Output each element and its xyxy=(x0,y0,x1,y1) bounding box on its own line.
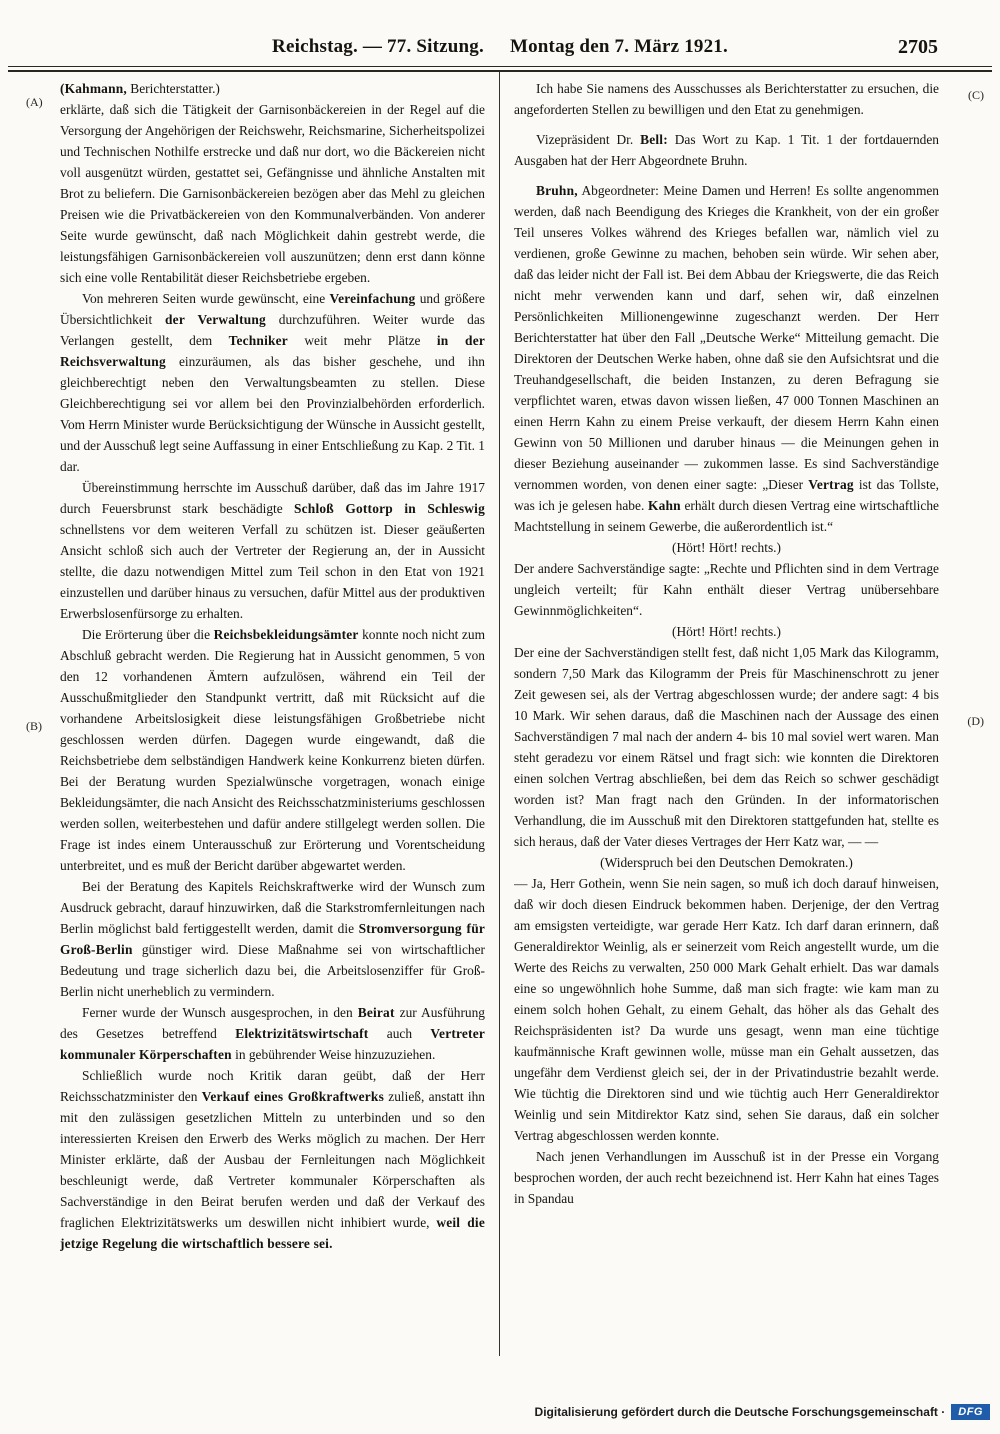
left-column xyxy=(60,78,485,1346)
emphasized-text: Vertreter kommunaler Körperschaften xyxy=(60,1026,485,1062)
body-text: zuließ, anstatt ihn mit den zulässigen gesetzlichen Mitteln zu unterbinden und so den interessierten Kreisen den Erwerb des Werks möglich zu machen. Der Herr Minister erklärte, daß der Ausbau der Fernleitungen nach Möglichkeit beschleunigt werde, daß Vertreter kommunaler Körperschaften als Sachverständige in den Beirat berufen werden und daß der Verkauf des fraglichen Elektrizitätswerks um deswillen nicht inhibiert wurde, xyxy=(60,1089,485,1230)
body-text: erhält durch diesen Vertrag eine wirtschaftliche Machtstellung in seinem Gewerbe, die außerordentlich ist.“ xyxy=(514,498,939,534)
emphasized-text: Bell: xyxy=(640,132,668,147)
paragraph xyxy=(514,1146,939,1209)
dfg-logo: DFG xyxy=(951,1404,990,1420)
stage-direction xyxy=(514,537,939,558)
emphasized-text: Reichsbekleidungsämter xyxy=(213,627,359,642)
paragraph xyxy=(514,180,939,537)
paragraph xyxy=(60,78,485,99)
body-text: konnte noch nicht zum Abschluß gebracht werden. Die Regierung hat in Aussicht genommen, 5 von den 12 vorhandenen Ämtern aufzulösen, während ein Teil der Ausschußmitglieder den Standpunkt vertritt, daß mit Rücksicht auf die vorhandene Arbeitslosigkeit diese leistungsfähigen Großbetriebe nicht geschlossen werden dürfen. Dagegen wurde eingewandt, daß die Reichsbetriebe dem selbständigen Handwerk keine Konkurrenz bieten dürfen. Bei der Beratung wurden Spezialwünsche vorgetragen, wonach einige Bekleidungsämter, die nach Ansicht des Reichsschatzministeriums geschlossen werden sollen, weiterbestehen und dafür andere stillgelegt werden sollen. Die Frage ist indes einem Unterausschuß zur Erörterung und Vorentscheidung unterbreitet, und es muß der Bericht darüber abgewartet werden. xyxy=(60,627,485,873)
body-text: und größere Übersichtlichkeit xyxy=(60,291,485,327)
body-text: Vizepräsident Dr. xyxy=(536,132,641,147)
body-text: günstiger wird. Diese Maßnahme sei von wirtschaftlicher Bedeutung und trage sicherlich dazu bei, die Arbeitslosenziffer für Groß-Berlin nicht unerheblich zu vermindern. xyxy=(60,942,485,999)
emphasized-text: Vertrag xyxy=(808,477,854,492)
digitization-footer xyxy=(535,1402,990,1422)
paragraph xyxy=(60,477,485,624)
body-text: Der andere Sachverständige sagte: „Rechte und Pflichten sind in dem Vertrage ungleich verteilt; für Kahn enthält dieser Vertrag unübersehbare Gewinnmöglichkeiten“. xyxy=(514,561,939,618)
margin-marker-b: (B) xyxy=(26,719,42,733)
right-column xyxy=(514,78,939,1346)
emphasized-text: Elektrizitätswirtschaft xyxy=(235,1026,369,1041)
body-text: Ferner wurde der Wunsch ausgesprochen, in den xyxy=(82,1005,358,1020)
paragraph xyxy=(514,558,939,621)
body-text: erklärte, daß sich die Tätigkeit der Garnisonbäckereien in der Regel auf die Versorgung der Angehörigen der Reichswehr, Reichsmarine, Sicherheitspolizei und Technischen Nothilfe erstrecke und daß nur dort, wo die Bäckereien nicht voll ausgenützt würden, gestattet sei, Gefängnisse und ähnliche Anstalten mit Brot zu beliefern. Die Garnisonbäckereien bezögen aber das Mehl zu gleichen Preisen wie die Privatbäckereien von den Kommunalverbänden. Von anderer Seite wurde gewünscht, daß nach Möglichkeit dahin gestrebt werde, die leistungsfähigen Garnisonbäckereien voll auszunützen; denn erst dann könne sich eine volle Rentabilität dieser Reichsbetriebe ergeben. xyxy=(60,102,485,285)
header-titles xyxy=(0,36,1000,58)
body-text: durchzuführen. Weiter wurde das Verlangen gestellt, dem xyxy=(60,312,485,348)
emphasized-text: Bruhn, xyxy=(536,183,578,198)
column-divider xyxy=(499,72,500,1356)
header-rule xyxy=(8,66,992,72)
body-text: (Widerspruch bei den Deutschen Demokraten.) xyxy=(600,855,853,870)
body-text: Schließlich wurde noch Kritik daran geübt, daß der Herr Reichsschatzminister den xyxy=(60,1068,485,1104)
body-text: ist das Tollste, was ich je gelesen habe. xyxy=(514,477,939,513)
body-text: Die Erörterung über die xyxy=(82,627,214,642)
emphasized-text: weil die jetzige Regelung die wirtschaftlich bessere sei. xyxy=(60,1215,485,1251)
paragraph xyxy=(60,624,485,876)
body-text: Bei der Beratung des Kapitels Reichskraftwerke wird der Wunsch zum Ausdruck gebracht, darauf hinzuwirken, daß die Starkstromfernleitungen nach Berlin möglichst bald fertiggestellt werden, damit die xyxy=(60,879,485,936)
body-text: Abgeordneter: Meine Damen und Herren! Es sollte angenommen werden, daß nach Beendigung des Krieges die Krankheit, von der ein großer Teil unseres Volkes während des Krieges befallen war, nämlich viel zu verdienen, große Gewinne zu machen, behoben sein würde. Wir sehen aber, daß das leider nicht der Fall ist. Bei dem Abbau der Kriegswerte, die das Reich nicht mehr verwenden kann und darf, sehen wir, daß einzelnen Persönlichkeiten Millionengewinne zugeschanzt werden. Der Herr Berichterstatter hat über den Fall „Deutsche Werke“ Mitteilung gemacht. Die Direktoren der Deutschen Werke haben, ohne daß sie den Aufsichtsrat und die Treuhandgesellschaft, die beiden Instanzen, zu deren Befragung sie verpflichtet waren, etwas davon wissen ließen, 47 000 Tonnen Maschinen an einen Herrn Kahn zu einem Preise verkauft, der diesem Herrn Kahn einen Gewinn von 50 Millionen und daruber hinaus — die Meinungen gehen in dieser Beziehung auseinander — zukommen lasse. Es sind Sachverständige vernommen worden, von denen einer sagte: „Dieser xyxy=(514,183,939,492)
emphasized-text: Stromversorgung für Groß-Berlin xyxy=(60,921,485,957)
emphasized-text: in der Reichsverwaltung xyxy=(60,333,485,369)
paragraph xyxy=(60,99,485,288)
body-text: Nach jenen Verhandlungen im Ausschuß ist in der Presse ein Vorgang besprochen worden, der auch recht bezeichnend ist. Herr Kahn hat eines Tages in Spandau xyxy=(514,1149,939,1206)
body-text: einzuräumen, als das bisher geschehe, und ihn gleichberechtigt neben den Verwaltungsbeamten zu stellen. Diese Gleichberechtigung sei vor allem bei den Provinzialbehörden erforderlich. Vom Herrn Minister wurde Berücksichtigung der Wünsche in Aussicht gestellt, und der Ausschuß legt seine Auffassung in einer Entschließung zu Kap. 2 Tit. 1 dar. xyxy=(60,354,485,474)
paragraph xyxy=(514,129,939,171)
stage-direction xyxy=(514,852,939,873)
digitization-credit: Digitalisierung gefördert durch die Deutsche Forschungsgemeinschaft · xyxy=(534,1405,946,1419)
body-text: Ich habe Sie namens des Ausschusses als Berichterstatter zu ersuchen, die angeforderten Stellen zu bewilligen und den Etat zu genehmigen. xyxy=(514,81,939,117)
paragraph xyxy=(60,876,485,1002)
paragraph xyxy=(60,1065,485,1254)
body-text: (Hört! Hört! rechts.) xyxy=(672,540,781,555)
body-text: zur Ausführung des Gesetzes betreffend xyxy=(60,1005,485,1041)
body-text: Übereinstimmung herrschte im Ausschuß darüber, daß das im Jahre 1917 durch Feuersbrunst stark beschädigte xyxy=(60,480,485,516)
body-text: (Hört! Hört! rechts.) xyxy=(672,624,781,639)
emphasized-text: Vereinfachung xyxy=(329,291,416,306)
paragraph xyxy=(60,1002,485,1065)
paragraph xyxy=(514,873,939,1146)
paragraph xyxy=(514,642,939,852)
session-title: Reichstag. — 77. Sitzung. xyxy=(272,36,484,57)
body-text: — Ja, Herr Gothein, wenn Sie nein sagen, so muß ich doch darauf hinweisen, daß wir doch diesen Eindruck bekommen haben. Derjenige, der den Vertrag am emsigsten verteidigte, war gerade Herr Katz. Ich darf daran erinnern, daß Generaldirektor Weinlig, als er seinerzeit vom Reich angestellt wurde, um die Werte des Reichs zu verwalten, 250 000 Mark Gehalt erhielt. Das war damals eine so ungewöhnlich hohe Summe, daß man sich fragte: wie kam man zu einem solch hohen Gehalt, zu einem Gehalt, das höher als das Gehalt des Reichspräsidenten ist? Da wurde uns gesagt, wenn man eine tüchtige kaufmännische Kraft gewinnen wolle, müsse man ein Gehalt aussetzen, das ungefähr dem Verdienst gleich sei, der in der Privatindustrie bezahlt werde. Wie tüchtig die Direktoren sind und wie tüchtig auch Herr Generaldirektor Weinlig und sein Mitdirektor Katz sind, sehen Sie daraus, daß ein solcher Vertrag abgeschlossen werden konnte. xyxy=(514,876,939,1143)
body-text: schnellstens vor dem weiteren Verfall zu schützen ist. Dieser geäußerten Ansicht schloß sich auch der Vertreter der Regierung an, der in Aussicht stellte, die dazu notwendigen Mittel zum Teil schon in den Etat von 1921 einzustellen und darüber hinaus zu versuchen, dafür Mittel aus der produktiven Erwerbslosenfürsorge zu erhalten. xyxy=(60,522,485,621)
text-columns xyxy=(60,78,940,1346)
emphasized-text: Kahn xyxy=(647,498,681,513)
margin-marker-a: (A) xyxy=(26,95,43,109)
page-number: 2705 xyxy=(898,36,938,58)
page-header xyxy=(0,36,1000,62)
body-text: Von mehreren Seiten wurde gewünscht, eine xyxy=(82,291,330,306)
emphasized-text: (Kahmann, xyxy=(60,81,127,96)
body-text: weit mehr Plätze xyxy=(287,333,437,348)
body-text: in gebührender Weise hinzuzuziehen. xyxy=(231,1047,436,1062)
emphasized-text: Beirat xyxy=(357,1005,395,1020)
emphasized-text: Verkauf eines Großkraftwerks xyxy=(201,1089,384,1104)
body-text: Das Wort zu Kap. 1 Tit. 1 der fortdauernden Ausgaben hat der Herr Abgeordnete Bruhn. xyxy=(514,132,939,168)
emphasized-text: der Verwaltung xyxy=(165,312,266,327)
body-text: Der eine der Sachverständigen stellt fest, daß nicht 1,05 Mark das Kilogramm, sondern 7,50 Mark das Kilogramm der Preis für Maschinenschrott zu jener Zeit gewesen sei, als der Vertrag abgeschlossen wurde; der andere sagt: 4 bis 10 Mark. Wir sehen daraus, daß die Maschinen nach der Aussage des einen Sachverständigen 7 mal nach der andern 4- bis 10 mal soviel wert waren. Man steht geradezu vor einem Rätsel und fragt sich: wie konnten die Direktoren einen solchen Vertrag abschließen, bei dem das Reich so schwer geschädigt worden ist? Man fragt nach den Gründen. In der informatorischen Verhandlung, die im Ausschuß mit den Direktoren stattgefunden hat, stellte es sich heraus, daß der Vater dieses Vertrages der Herr Katz war, — — xyxy=(514,645,939,849)
session-date: Montag den 7. März 1921. xyxy=(509,36,728,57)
emphasized-text: Techniker xyxy=(228,333,288,348)
body-text: auch xyxy=(368,1026,431,1041)
margin-marker-c: (C) xyxy=(968,88,984,102)
emphasized-text: Schloß Gottorp in Schleswig xyxy=(294,501,485,516)
body-text: Berichterstatter.) xyxy=(126,81,220,96)
paragraph xyxy=(514,78,939,120)
margin-marker-d: (D) xyxy=(967,714,984,728)
stage-direction xyxy=(514,621,939,642)
paragraph xyxy=(60,288,485,477)
